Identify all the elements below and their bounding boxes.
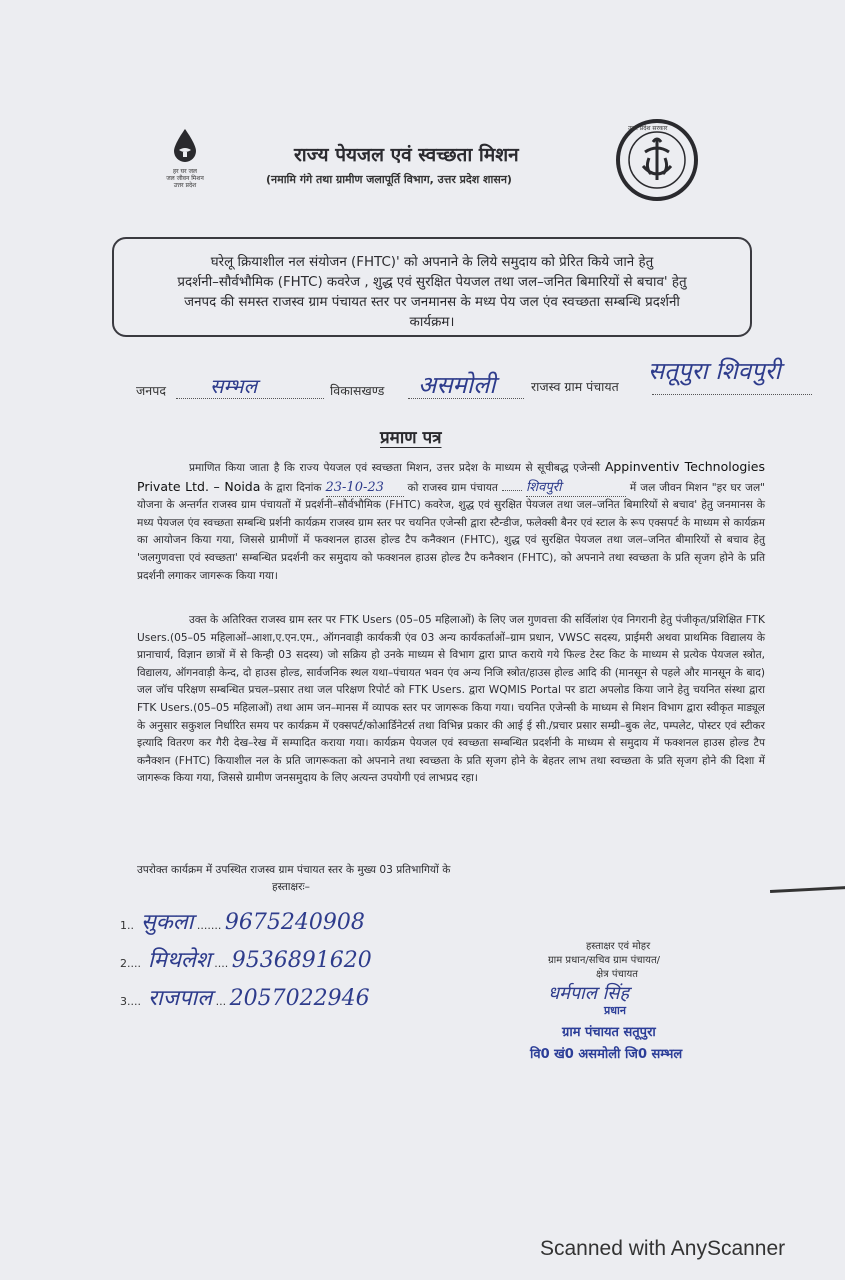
panchayat-value: सतूपुरा शिवपुरी [648, 357, 781, 385]
signatory-name: राजपाल [148, 986, 213, 1011]
para1-intro: प्रमाणित किया जाता है कि राज्य पेयजल एवं स्वच्छता मिशन, उत्तर प्रदेश के माध्यम से सूचीबद्ध एजेन्सी [189, 462, 601, 474]
program-line-4: कार्यक्रम। [409, 315, 455, 330]
signatories-label-line-2: हस्ताक्षरः– [272, 881, 310, 893]
stamp-line-1: प्रधान [604, 1004, 626, 1017]
program-description-box [112, 237, 752, 337]
scanner-watermark: Scanned with AnyScanner [540, 1237, 786, 1260]
pradhan-handwritten-signature: धर्मपाल सिंह [548, 983, 630, 1004]
pradhan-designation: ग्राम प्रधान/सचिव ग्राम पंचायत/ [548, 955, 661, 966]
seal-text: उत्तर प्रदेश सरकार [628, 125, 668, 132]
signatory-number: 2 [120, 957, 127, 970]
mission-subtitle: (नमामि गंगे तथा ग्रामीण जलापूर्ति विभाग, उत्तर प्रदेश शासन) [266, 173, 512, 186]
signatory-phone: 9675240908 [224, 910, 365, 935]
logo-text-1: हर घर जल [173, 168, 197, 175]
agency-name: Appinventiv Technologies Private Ltd. – Noida [137, 459, 765, 494]
district-label: जनपद [136, 383, 166, 398]
program-line-2: प्रदर्शनी–सौर्वभौमिक (FHTC) कवरेज , शुद्ध एवं सुरक्षित पेयजल तथा जल–जनित बिमारियों से बचाव' हेतु [177, 275, 687, 290]
certificate-paragraph-2 [137, 612, 765, 788]
signatory-name: सुकला [141, 910, 194, 935]
kshetra-panchayat-label: क्षेत्र पंचायत [596, 969, 638, 980]
logo-text-2: जल जीवन मिशन [166, 175, 204, 182]
para1-panchayat-label: को राजस्व ग्राम पंचायत [407, 481, 498, 494]
stamp-line-3: वि0 खं0 असमोली जि0 सम्भल [530, 1047, 683, 1062]
district-value: सम्भल [210, 374, 258, 398]
para1-body: में जल जीवन मिशन "हर घर जल" योजना के अन्तर्गत राजस्व ग्राम पंचायतों में प्रदर्शनी–सौर्वभौमिक (FHTC) कवरेज, शुद्ध एवं सुरक्षित पेयजल तथा जल–जनित बिमारियों से बचाव' हेतु जनमानस के मध्य पेयजल एंव स्वच्छता सम्बन्धि प्रर्शनी कार्यक्रम राजस्व ग्राम स्तर पर चयनित एजेन्सी द्वारा स्टैन्डीज, फलेक्सी बैनर एवं स्टाल के रूप एक्सपर्ट के माध्यम से कार्यक्रम का आयोजन किया गया, जिससे ग्रामीणों में फक्शनल हाउस होल्ड टैप कनैक्शन (FHTC), शुद्ध एवं सुरक्षित पेयजल तथा जल–जनित बीमारियों से बचाव हेतु 'जलगुणवत्ता एवं स्वच्छता' सम्बन्धित प्रदर्शनी कर समुदाय को फक्शनल हाउस होल्ड टैप कनैक्शन (FHTC), को अपनाने तथा स्वच्छता के प्रति सृजग होने के प्रति प्रदर्शनी लगाकर जागरूक किया गया। [137, 481, 766, 582]
signatories-label-line-1: उपरोक्त कार्यक्रम में उपस्थित राजस्व ग्राम पंचायत स्तर के मुख्य 03 प्रतिभागियों के [137, 864, 451, 876]
signatory-number: 1 [120, 919, 127, 932]
har-ghar-jal-logo [160, 128, 210, 189]
block-value: असमोली [418, 371, 496, 399]
signatories-label [137, 862, 450, 896]
program-line-3: जनपद की समस्त राजस्व ग्राम पंचायत स्तर पर जनमानस के मध्य पेय जल एंव स्वच्छता सम्बन्धि प्रदर्शनी [184, 295, 680, 310]
pradhan-signature-block [548, 940, 748, 1018]
stamp-line-2: ग्राम पंचायत सतूपुरा [562, 1025, 656, 1040]
water-drop-icon [171, 128, 199, 164]
mission-title: राज्य पेयजल एवं स्वच्छता मिशन [294, 144, 519, 166]
signatory-number: 3 [120, 995, 127, 1008]
page-edge-mark [770, 886, 845, 893]
para1-date-label: के द्वारा दिनांक [264, 481, 322, 494]
sign-seal-label: हस्ताक्षर एवं मोहर [586, 941, 651, 952]
signatory-name: मिथलेश [148, 948, 211, 973]
certificate-paragraph-1 [137, 458, 765, 585]
program-line-1: घरेलू क्रियाशील नल संयोजन (FHTC)' को अपनाने के लिये समुदाय को प्रेरित किये जाने हेतु [210, 255, 654, 270]
certificate-title: प्रमाण पत्र [380, 428, 442, 448]
logo-text-3: उत्तर प्रदेश [173, 182, 197, 189]
signatory-row: 1.. सुकला ....... 9675240908 [120, 910, 365, 935]
program-date: 23-10-23 [326, 479, 404, 498]
panchayat-label: राजस्व ग्राम पंचायत [531, 379, 619, 394]
signatory-row: 3.... राजपाल ... 2057022946 [120, 986, 370, 1011]
para2-body: उक्त के अतिरिक्त राजस्व ग्राम स्तर पर FTK Users (05–05 महिलाओं) के लिए जल गुणवत्ता की सर्विलांश एंव निगरानी हेतु पंजीकृत/प्रशिक्षित FTK Users.(05–05 महिलाओं–आशा,ए.एन.एम., ऑगनवाड़ी कार्यकत्री एंव 03 अन्य कार्यकर्ताओं–ग्राम प्रधान, VWSC सदस्य, प्राईमरी अथवा प्राथमिक विद्यालय के प्रानाचार्य, विज्ञान छात्रों में से किन्ही 03 सदस्य) जो सक्रिय हो उनके माध्यम से विभाग द्वारा प्राप्त कराये गये फिल्ड टेस्ट किट के माध्यम से प्रत्येक पेयजल स्त्रोत, विद्यालय, ऑगनवाड़ी केन्द, दो हाउस होल्ड, सार्वजनिक स्थल यथा–पंचायत भवन एंव अन्य निजि स्त्रोत/हाउस होल्ड आदि की (मानसून से पहले और मानसून के बाद) जल जॉच परिक्षण सम्बन्धित प्रचल–प्रसार तथा जल परिक्षण रिपोर्ट को FTK Users. द्वारा WQMIS Portal पर डाटा अपलोड किया जाने हेतु चयनित संस्था द्वारा FTK Users.(05–05 महिलाओं) तथा आम जन–मानस में व्यापक स्तर पर जागरूक किया गया। चयनित एजेन्सी के माध्यम से मिशन विभाग द्वारा स्वीकृत माड्यूल के अनुसार सकुशल निर्धारित समय पर कार्यक्रम में एक्सपर्ट/कोआर्डिनेटर्स तथा विभिन्न प्रकार की आई ई सी./प्रचार प्रसार सम्ग्री–बुक लेट, पम्पलेट, पोस्टर एवं स्टीकर इत्यादि वितरण कर गैरी देख–रेख में सम्पादित कराया गया। कार्यक्रम पेयजल एवं स्वच्छता सम्बन्धित प्रदर्शनी के माध्यम से समुदाय में फक्शनल हाउस होल्ड टैप कनैक्शन (FHTC) कियाशील नल के प्रति जागरूकता को अपनाने तथा स्वच्छता के प्रति सृजग होने के बेहतर लाभ तथा स्वच्छता के प्रति सृजग होने की दिशा में जागरूक किया गया, जिससे ग्रामीण जनसमुदाय के लिए अत्यन्त उपयोगी एवं लाभप्रद रहा। [137, 614, 765, 785]
signatory-row: 2.... मिथलेश .... 9536891620 [120, 948, 372, 973]
block-label: विकासखण्ड [330, 383, 385, 398]
signatory-phone: 9536891620 [231, 948, 372, 973]
village-name: शिवपुरी [526, 479, 626, 498]
signatory-phone: 2057022946 [229, 986, 370, 1011]
